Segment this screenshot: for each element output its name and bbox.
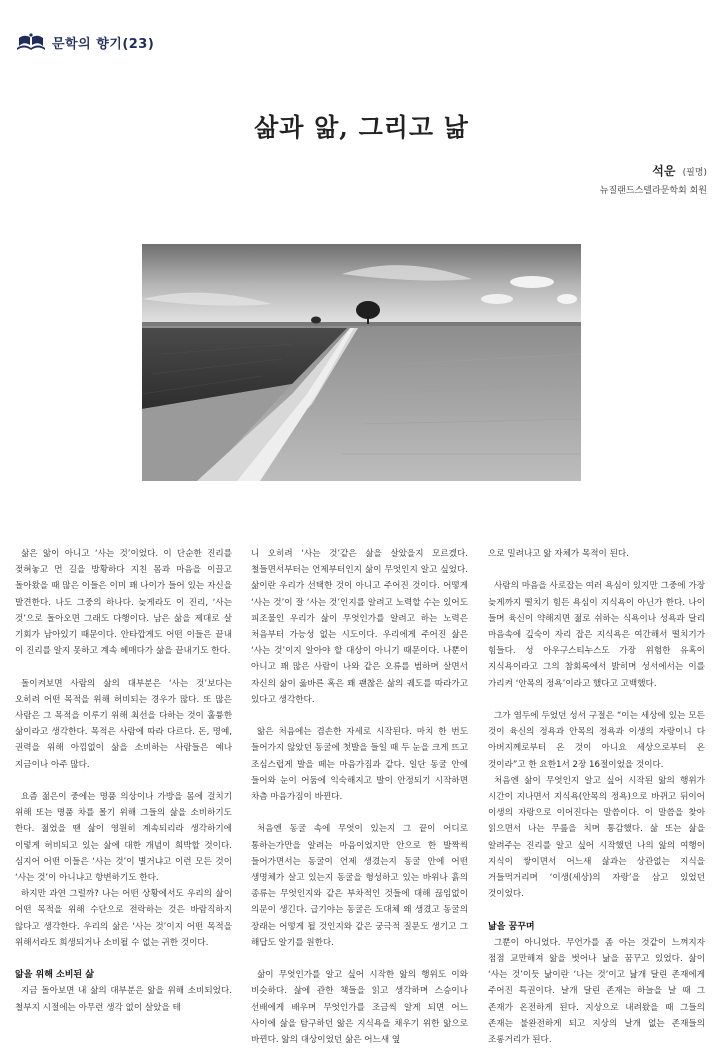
author-block (600, 160, 707, 196)
open-book-icon (16, 32, 46, 52)
section-header (16, 30, 154, 54)
subheading: 낢을 꿈꾸며 (488, 921, 535, 932)
article-title: 삶과 앎, 그리고 낢 (254, 113, 469, 142)
paragraph: 돌이켜보면 사람의 삶의 대부분은 ‘사는 것’보다는 오히려 어떤 목적을 위해 허비되는 경우가 많다. 또 많은 사람은 그 목적을 이루기 위해 최선을 다하는 것이 훌륭한 삶이라고 생각한다. 목적은 사람에 따라 다르다. 돈, 명예, 권력을 위해 아낌없이 삶을 소비하는 사람들은 예나 지금이나 아주 많다. (15, 678, 232, 770)
paragraph: 그뿐이 아니었다. 무언가를 좀 아는 것같이 느껴지자 점점 교만해져 앎을 벗어나 낢을 꿈꾸고 있었다. 삶이 ‘사는 것’이듯 낢이란 ‘나는 것’이고 낢개 달린 존재에게 주어진 특권이다. 날개 달린 존재는 하늘을 날 때 그 존재가 온전하게 된다. 지상으로 내려왔을 때 그들의 존재는 불완전하게 되고 지상의 날개 없는 존재들의 조롱거리가 된다. (488, 937, 705, 1046)
paragraph: 하지만 과연 그럴까? 나는 어떤 상황에서도 우리의 삶이 어떤 목적을 위해 수단으로 전락하는 것은 바람직하지 않다고 생각한다. 우리의 삶은 ‘사는 것’이지 어떤 목적을 위해서라도 희생되거나 소비될 수 없는 귀한 것이다. (15, 889, 232, 948)
paragraph: 그가 염두에 두었던 성서 구절은 “이는 세상에 있는 모든 것이 육신의 정욕과 안목의 정욕과 이생의 자랑이니 다 아버지께로부터 온 것이 아니요 세상으로부터 온 것이라”고 한 요한1서 2장 16절이었을 것이다. (488, 711, 705, 770)
paragraph: 삶이 무엇인가를 알고 싶어 시작한 앎의 행위도 이와 비슷하다. 삶에 관한 책들을 읽고 생각하며 스승이나 선배에게 배우며 무엇인가를 조금씩 알게 되면 어느 사이에 삶을 탐구하던 앎은 지식욕을 채우기 위한 앎으로 바뀐다. 앎의 대상이었던 삶은 어느새 옆 (251, 970, 468, 1046)
text-column-3 (488, 546, 705, 1048)
subheading: 앎을 위해 소비된 삶 (15, 970, 94, 981)
text-column-1 (15, 546, 232, 1016)
paragraph: 으로 밀려나고 앎 자체가 목적이 된다. (488, 549, 629, 559)
paragraph: 처음엔 삶이 무엇인지 알고 싶어 시작된 앎의 행위가 시간이 지나면서 지식욕(안목의 정욕)으로 바뀌고 뒤이어 이생의 자랑으로 이어진다는 말씀이다. 이 말씀을 찾아 읽으면서 나는 무릎을 치며 통감했다. 삶 또는 삶을 알려주는 진리를 알고 싶어 시작했던 나의 앎의 여행이 지식이 쌓이면서 어느새 삶과는 상관없는 지식을 거들먹거리며 ‘이생(세상)의 자랑’을 삼고 있었던 것이었다. (488, 775, 705, 900)
section-label: 문학의 향기(23) (52, 36, 155, 52)
author-affiliation: 뉴질랜드스텔라문학회 회원 (599, 186, 707, 196)
author-name: 석운 (652, 164, 676, 178)
paragraph: 삶은 앎이 아니고 ‘사는 것’이었다. 이 단순한 진리를 젖혀놓고 먼 길을 방황하다 지친 몸과 마음을 이끌고 돌아왔을 때 많은 이들은 이미 꽤 나이가 들어 있는 자신을 발견한다. 나도 그중의 하나다. 늦게라도 이 진리, ‘사는 것’으로 돌아오면 그래도 다행이다. 남은 삶을 제대로 살 기회가 남아있기 때문이다. 안타깝게도 어떤 이들은 끝내 이 진리를 알지 못하고 계속 헤매다가 삶을 끝내기도 한다. (15, 549, 232, 657)
paragraph: 사람의 마음을 사로잡는 여러 욕심이 있지만 그중에 가장 늦게까지 떨치기 힘든 욕심이 지식욕이 아닌가 한다. 나이 들며 육신이 약해지면 젊로 쉬하는 식욕이나 성욕과 달리 마음속에 깊숙이 자리 잡은 지식욕은 여간해서 떨치기가 힘들다. 성 아우구스티누스도 가장 위험한 유혹이 지식욕이라고 그의 참회록에서 밝히며 성서에서는 이를 가리켜 ‘안목의 정욕’이라고 했다고 고백했다. (488, 581, 705, 689)
paragraph: 처음엔 동굴 속에 무엇이 있는지 그 끝이 어디로 통하는가만을 알려는 마음이었지만 안으로 한 발짝씩 들어가면서는 동굴이 언제 생겼는지 동굴 안에 어떤 생명체가 살고 있는지 동굴을 형성하고 있는 바위나 흙의 종류는 무엇인지와 같은 부차적인 것들에 대해 끊임없이 의문이 생긴다. 급기야는 동굴은 도대체 왜 생겼고 동굴의 장래는 어떻게 될 것인지와 같은 궁극적 질문도 생기고 그 해답도 알기를 원한다. (251, 824, 468, 948)
paragraph: 니 오히려 ‘사는 것’같은 삶을 살았을지 모르겠다. 철들면서부터는 언제부터인지 삶이 무엇인지 알고 싶었다. 삶이란 우리가 선택한 것이 아니고 주어진 것이다. 어떻게 ‘사는 것’이 잘 ‘사는 것’인지를 알려고 노력할 수는 있어도 피조물인 우리가 삶이 무엇인가를 알려고 하는 노력은 처음부터 가능성 없는 시도이다. 우리에게 주어진 삶은 ‘사는 것’이지 알아야 할 대상이 아니기 때문이다. 나뿐이 아니고 꽤 많은 사람이 나와 같은 오류를 범하며 살면서 자신의 삶이 옳바른 혹은 꽤 괜찮은 삶의 궤도를 따라가고 있다고 생각한다. (251, 549, 468, 705)
paragraph: 요즘 젊은이 중에는 명품 의상이나 가방을 몸에 걸치기 위해 또는 명품 차를 몰기 위해 그들의 삶을 소비하기도 한다. 젊었을 땐 삶이 영원히 계속되리라 생각하기에 이렇게 허비되고 있는 삶에 대한 개념이 희박할 것이다. 심지어 어떤 이들은 ‘사는 것’이 별거냐고 이런 모든 것이 ‘사는 것’이 아니냐고 항변하기도 한다. (15, 792, 232, 884)
country-road-field-photo (142, 244, 581, 481)
text-column-2 (251, 546, 468, 1048)
paragraph: 지금 돌아보면 내 삶의 대부분은 앎을 위해 소비되었다. 철부지 시절에는 아무런 생각 없이 살았을 테 (15, 986, 232, 1013)
author-pen-note: (필명) (682, 168, 707, 178)
paragraph: 앎은 처음에는 겸손한 자세로 시작된다. 마치 한 번도 들어가지 않았던 동굴에 첫발을 들일 때 두 눈을 크게 뜨고 조심스럽게 발을 떼는 마음가짐과 같다. 일단 동굴 안에 들어와 눈이 어둠에 익숙해지고 발이 안정되기 시작하면 차츰 마음가짐이 바뀐다. (251, 727, 468, 803)
